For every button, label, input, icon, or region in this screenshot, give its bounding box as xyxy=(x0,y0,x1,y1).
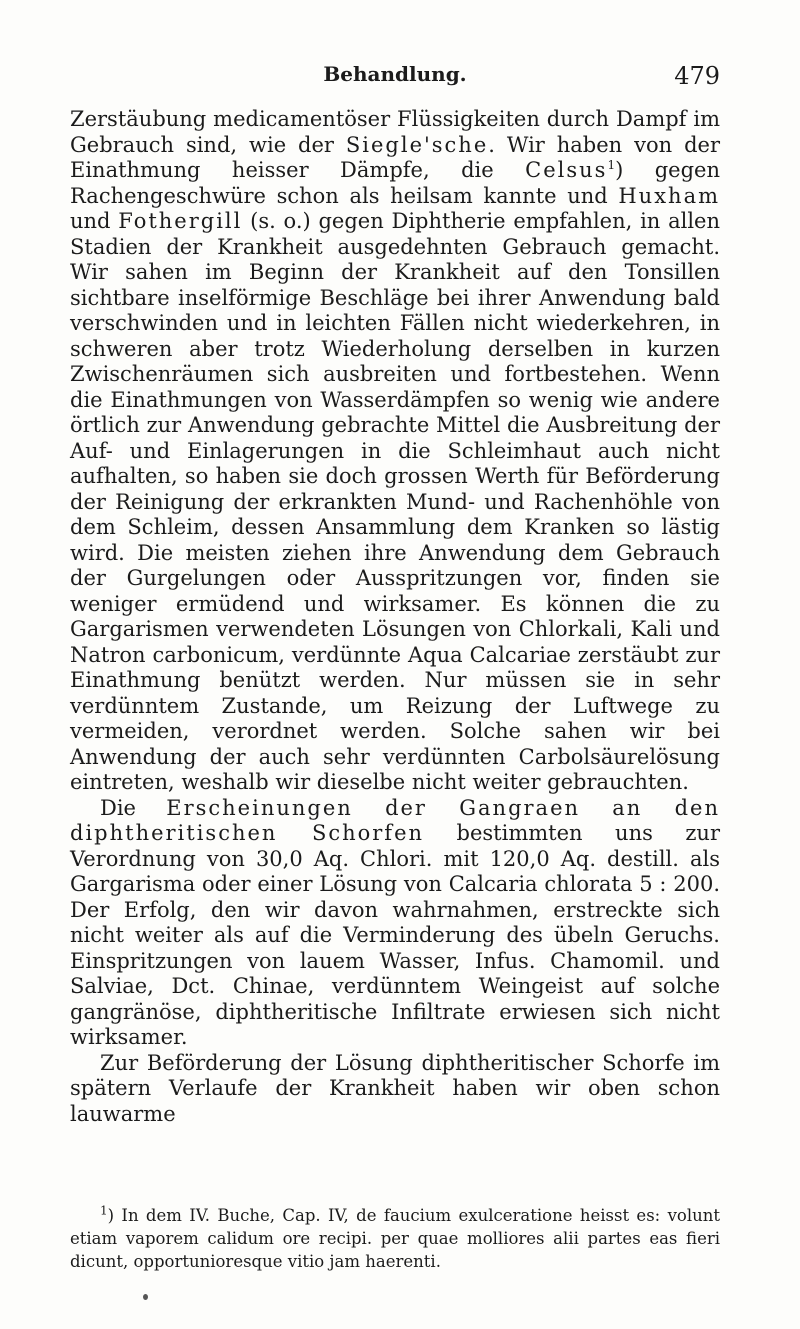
paragraph xyxy=(70,796,720,1051)
text-run: Zerstäubung medicamentöser Flüssigkeiten durch Dampf im Gebrauch sind, wie der xyxy=(70,107,720,157)
text-run: . Wir haben von der Einathmung heisser Dämpfe, die xyxy=(70,132,720,182)
spaced-name: Huxham xyxy=(618,183,720,208)
spaced-name: Fothergill xyxy=(118,209,243,233)
text-run: (s. o.) gegen Diphtherie empfahlen, in allen Stadien der Krankheit ausgedehnten Gebrauch gemacht. Wir sahen im Beginn der Krankheit auf den Tonsillen sichtbare inselförmige Beschläge bei ihrer Anwendung bald verschwinden und in leichten Fällen nicht wiederkehren, in schweren aber trotz Wiederholung derselben in kurzen Zwischenräumen sich ausbreiten und fortbestehen. Wenn die Einathmungen von Wasserdämpfen so wenig wie andere örtlich zur Anwendung gebrachte Mittel die Ausbreitung der Auf- und Einlagerungen in die Schleimhaut auch nicht aufhalten, so haben sie doch grossen Werth für Beförderung der Reinigung der erkrankten Mund- und Rachenhöhle von dem Schleim, dessen Ansammlung dem Kranken so lästig wird. Die meisten ziehen ihre Anwendung dem Gebrauch der Gurgelungen oder Ausspritzungen vor, finden sie weniger ermüdend und wirksamer. Es können die zu Gargarismen verwendeten Lösungen von Chlorkali, Kali und Natron carbonicum, verdünnte Aqua Calcariae zerstäubt zur Einathmung benützt werden. Nur müssen sie in sehr verdünntem Zustande, um Reizung der Luftwege zu vermeiden, verordnet werden. Solche sahen wir bei Anwendung der auch sehr verdünnten Carbolsäurelösung eintreten, weshalb wir dieselbe nicht weiter gebrauchten. xyxy=(70,209,720,794)
text-run: ) gegen Rachengeschwüre schon als heilsam kannte und xyxy=(70,158,720,208)
running-title: Behandlung. xyxy=(323,62,467,86)
footnote xyxy=(70,1204,720,1273)
footnote-text: ) In dem IV. Buche, Cap. IV, de faucium exulceratione heisst es: volunt etiam vaporem calidum ore recipi. per quae molliores alii partes eas fieri dicunt, opportunioresque vitio jam haerenti. xyxy=(70,1206,720,1271)
text-run: Zur Beförderung der Lösung diphtheritischer Schorfe im spätern Verlaufe der Krankheit haben wir oben schon lauwarme xyxy=(70,1050,720,1126)
stray-ink-dot xyxy=(143,1294,148,1300)
footnote-marker: 1 xyxy=(100,1203,108,1218)
spaced-name: Siegle'sche xyxy=(345,132,489,157)
footnotes xyxy=(70,1204,720,1273)
paragraph xyxy=(70,1051,720,1128)
footnote-marker: 1 xyxy=(607,158,616,172)
spaced-name: Celsus xyxy=(525,158,608,182)
text-run: bestimmten uns zur Verordnung von 30,0 Aq. Chlori. mit 120,0 Aq. destill. als Gargarisma oder einer Lösung von Calcaria chlorata 5 : 200. Der Erfolg, den wir davon wahrnahmen, erstreckte sich nicht weiter als auf die Verminderung des übeln Geruchs. Einspritzungen von lauem Wasser, Infus. Chamomil. und Salviae, Dct. Chinae, verdünntem Weingeist auf solche gangränöse, diphtheritische Infiltrate erwiesen sich nicht wirksamer. xyxy=(70,821,720,1049)
running-head xyxy=(70,62,720,92)
page-number: 479 xyxy=(674,62,720,90)
spaced-name: Erscheinungen der Gangraen an den diphtheritischen Schorfen xyxy=(70,795,720,845)
body-text xyxy=(70,107,720,1127)
paragraph xyxy=(70,107,720,796)
text-run: und xyxy=(70,209,119,233)
text-run: Die xyxy=(100,795,167,820)
